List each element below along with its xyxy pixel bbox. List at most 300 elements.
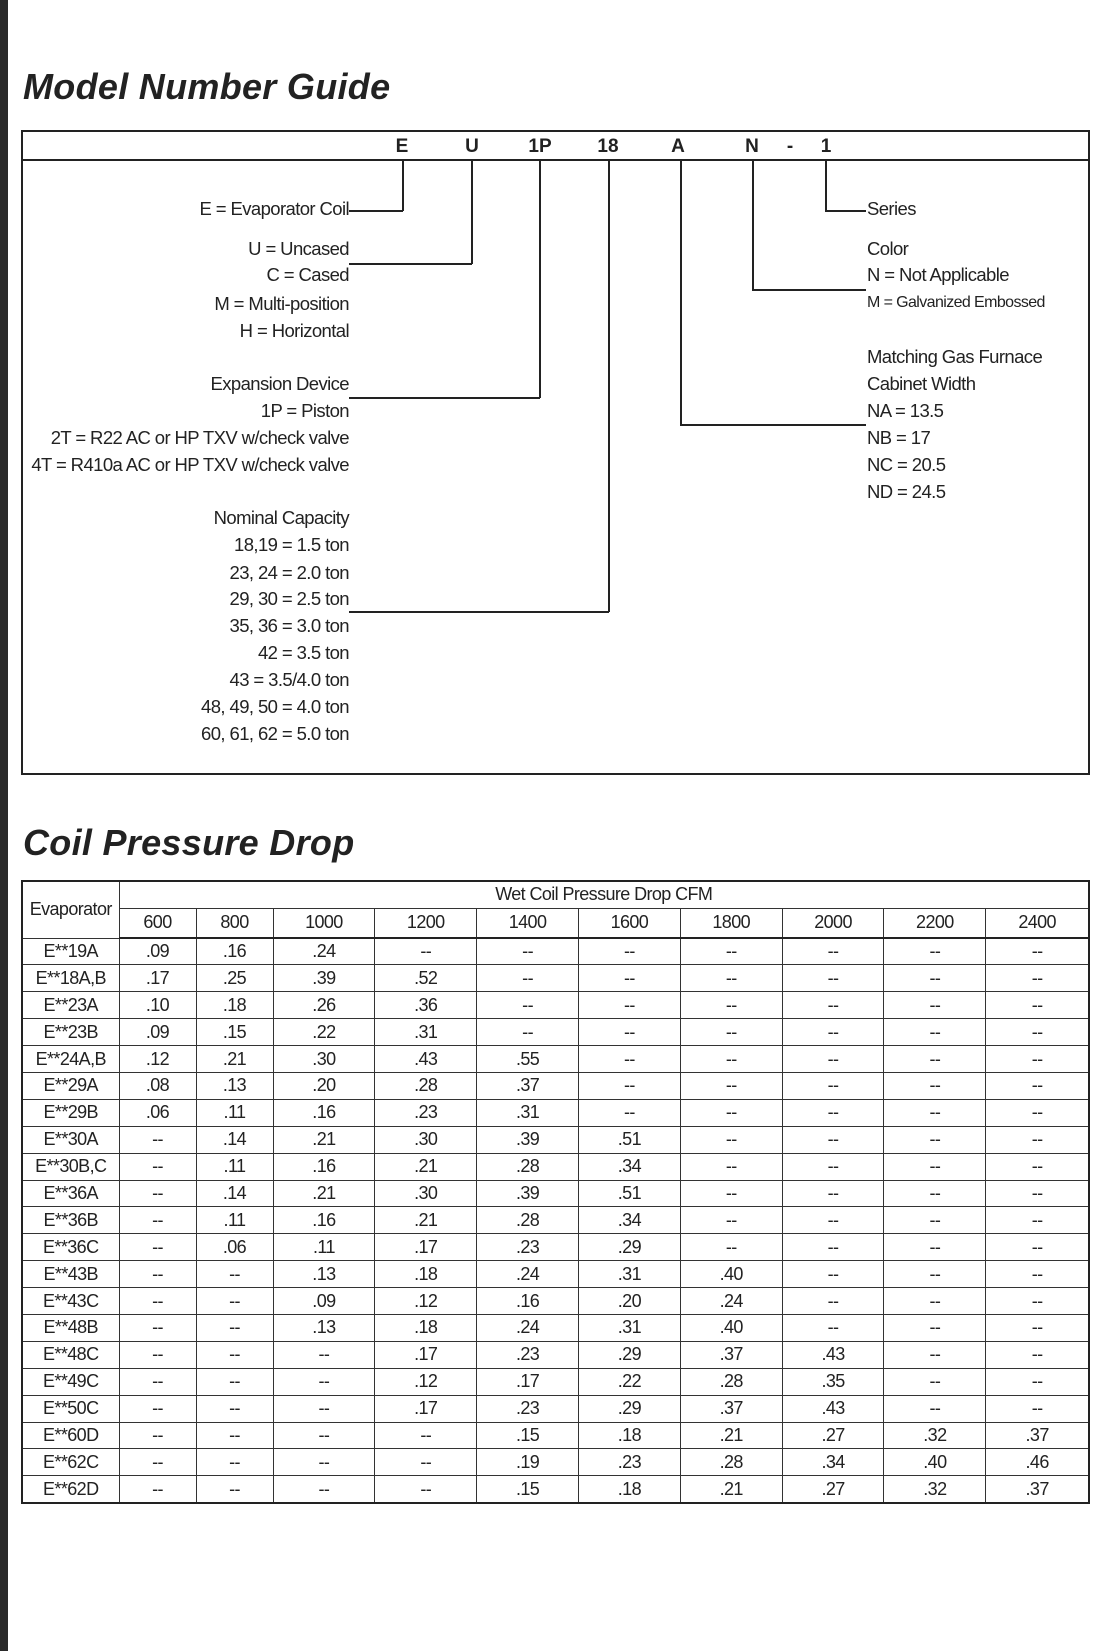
- pressure-drop-value: .11: [196, 1099, 273, 1126]
- pressure-drop-value: --: [375, 1449, 477, 1476]
- pressure-drop-value: --: [782, 938, 884, 965]
- option-label: Cabinet Width: [867, 373, 976, 394]
- pressure-drop-value: --: [477, 938, 579, 965]
- table-row: [22, 1099, 1089, 1126]
- table-row: [22, 1368, 1089, 1395]
- table-row: [22, 1207, 1089, 1234]
- pressure-drop-value: --: [119, 1341, 196, 1368]
- pressure-drop-value: .34: [578, 1207, 680, 1234]
- pressure-drop-value: --: [119, 1288, 196, 1315]
- evaporator-model: E**29B: [22, 1099, 119, 1126]
- pressure-drop-value: .28: [680, 1368, 782, 1395]
- table-row: [22, 1449, 1089, 1476]
- pressure-drop-table: [21, 880, 1090, 1504]
- option-label: U = Uncased: [248, 238, 349, 259]
- pressure-drop-value: .30: [273, 1046, 375, 1073]
- pressure-drop-value: --: [680, 992, 782, 1019]
- pressure-drop-value: --: [119, 1314, 196, 1341]
- pressure-drop-value: --: [986, 1046, 1089, 1073]
- model-code-segment: 18: [597, 136, 619, 157]
- pressure-drop-value: .15: [477, 1422, 579, 1449]
- pressure-drop-value: .11: [196, 1207, 273, 1234]
- pressure-drop-value: --: [119, 1126, 196, 1153]
- page-edge-bar: [0, 0, 8, 1651]
- pressure-drop-value: --: [986, 1072, 1089, 1099]
- pressure-drop-value: .39: [273, 965, 375, 992]
- pressure-drop-value: --: [782, 1153, 884, 1180]
- pressure-drop-value: .28: [477, 1207, 579, 1234]
- option-label: NB = 17: [867, 427, 931, 448]
- pressure-drop-value: .37: [477, 1072, 579, 1099]
- pressure-drop-value: .36: [375, 992, 477, 1019]
- pressure-drop-value: .39: [477, 1180, 579, 1207]
- pressure-drop-value: --: [782, 965, 884, 992]
- option-label: 35, 36 = 3.0 ton: [229, 615, 349, 636]
- option-label: Nominal Capacity: [213, 507, 349, 528]
- pressure-drop-value: --: [680, 965, 782, 992]
- pressure-drop-value: --: [782, 1099, 884, 1126]
- pressure-drop-value: .51: [578, 1180, 680, 1207]
- pressure-drop-value: .18: [375, 1314, 477, 1341]
- table-row: [22, 1314, 1089, 1341]
- pressure-drop-value: --: [680, 938, 782, 965]
- pressure-drop-value: --: [578, 1019, 680, 1046]
- pressure-drop-value: --: [986, 938, 1089, 965]
- pressure-drop-value: .40: [680, 1261, 782, 1288]
- pressure-drop-value: --: [196, 1368, 273, 1395]
- option-label: NC = 20.5: [867, 454, 946, 475]
- evaporator-model: E**36B: [22, 1207, 119, 1234]
- pressure-drop-value: .23: [477, 1341, 579, 1368]
- pressure-drop-value: .30: [375, 1126, 477, 1153]
- pressure-drop-value: --: [884, 1314, 986, 1341]
- pressure-drop-value: .16: [477, 1288, 579, 1315]
- pressure-drop-value: .24: [477, 1261, 579, 1288]
- pressure-drop-value: --: [884, 1153, 986, 1180]
- pressure-drop-value: .09: [119, 938, 196, 965]
- pressure-drop-value: .29: [578, 1395, 680, 1422]
- option-label: 18,19 = 1.5 ton: [234, 534, 349, 555]
- cfm-column-header: 1800: [680, 908, 782, 938]
- pressure-drop-value: --: [680, 1072, 782, 1099]
- pressure-drop-value: --: [680, 1019, 782, 1046]
- pressure-drop-value: .21: [375, 1153, 477, 1180]
- pressure-drop-value: .21: [375, 1207, 477, 1234]
- pressure-drop-value: .28: [680, 1449, 782, 1476]
- pressure-drop-value: .23: [578, 1449, 680, 1476]
- option-label: C = Cased: [266, 264, 349, 285]
- pressure-drop-value: --: [119, 1368, 196, 1395]
- pressure-drop-value: --: [986, 992, 1089, 1019]
- pressure-drop-value: --: [884, 1019, 986, 1046]
- pressure-drop-value: .27: [782, 1422, 884, 1449]
- table-row: [22, 1261, 1089, 1288]
- pressure-drop-value: --: [196, 1341, 273, 1368]
- pressure-drop-value: .40: [680, 1314, 782, 1341]
- pressure-drop-value: .06: [119, 1099, 196, 1126]
- pressure-drop-value: --: [986, 1261, 1089, 1288]
- pressure-drop-value: .37: [680, 1395, 782, 1422]
- pressure-drop-value: .21: [680, 1476, 782, 1503]
- pressure-drop-value: .08: [119, 1072, 196, 1099]
- pressure-drop-value: --: [782, 1314, 884, 1341]
- pressure-drop-value: --: [782, 1261, 884, 1288]
- pressure-drop-value: --: [196, 1288, 273, 1315]
- evaporator-model: E**62D: [22, 1476, 119, 1503]
- pressure-drop-value: .12: [375, 1368, 477, 1395]
- pressure-drop-value: .18: [578, 1476, 680, 1503]
- option-label: 43 = 3.5/4.0 ton: [229, 669, 349, 690]
- pressure-drop-value: --: [680, 1153, 782, 1180]
- cfm-column-header: 1400: [477, 908, 579, 938]
- pressure-drop-value: --: [986, 1234, 1089, 1261]
- option-label: 42 = 3.5 ton: [257, 642, 349, 663]
- pressure-drop-value: --: [986, 1288, 1089, 1315]
- pressure-drop-value: --: [273, 1368, 375, 1395]
- cfm-column-header: 1000: [273, 908, 375, 938]
- pressure-drop-value: --: [375, 938, 477, 965]
- pressure-drop-value: --: [680, 1126, 782, 1153]
- evaporator-model: E**29A: [22, 1072, 119, 1099]
- pressure-drop-value: .29: [578, 1341, 680, 1368]
- table-row: [22, 1422, 1089, 1449]
- option-label: E = Evaporator Coil: [199, 198, 349, 219]
- model-guide-box: [21, 130, 1090, 775]
- option-label: Matching Gas Furnace: [867, 346, 1043, 367]
- evaporator-model: E**36C: [22, 1234, 119, 1261]
- pressure-drop-value: --: [119, 1234, 196, 1261]
- pressure-drop-value: .17: [375, 1234, 477, 1261]
- evaporator-header: Evaporator: [22, 881, 119, 938]
- evaporator-model: E**49C: [22, 1368, 119, 1395]
- cfm-column-header: 1600: [578, 908, 680, 938]
- pressure-drop-value: --: [119, 1180, 196, 1207]
- evaporator-model: E**19A: [22, 938, 119, 965]
- pressure-drop-value: --: [578, 965, 680, 992]
- pressure-drop-value: .23: [477, 1234, 579, 1261]
- pressure-drop-value: .55: [477, 1046, 579, 1073]
- evaporator-model: E**24A,B: [22, 1046, 119, 1073]
- pressure-drop-value: --: [578, 1072, 680, 1099]
- pressure-drop-value: --: [884, 965, 986, 992]
- option-label: 2T = R22 AC or HP TXV w/check valve: [50, 427, 349, 448]
- pressure-drop-value: .23: [477, 1395, 579, 1422]
- pressure-drop-value: --: [578, 1099, 680, 1126]
- pressure-drop-value: .27: [782, 1476, 884, 1503]
- pressure-drop-value: --: [884, 1207, 986, 1234]
- pressure-drop-value: .30: [375, 1180, 477, 1207]
- model-number-guide-title: Model Number Guide: [23, 66, 391, 107]
- pressure-drop-value: --: [782, 1207, 884, 1234]
- pressure-drop-value: --: [782, 1046, 884, 1073]
- pressure-drop-value: .26: [273, 992, 375, 1019]
- pressure-drop-value: --: [782, 1288, 884, 1315]
- pressure-drop-value: --: [986, 1126, 1089, 1153]
- pressure-drop-value: --: [273, 1476, 375, 1503]
- pressure-drop-value: .18: [375, 1261, 477, 1288]
- pressure-drop-value: --: [119, 1476, 196, 1503]
- pressure-drop-value: --: [884, 1288, 986, 1315]
- option-label: NA = 13.5: [867, 400, 944, 421]
- table-row: [22, 1395, 1089, 1422]
- pressure-drop-value: .31: [578, 1314, 680, 1341]
- option-label: H = Horizontal: [239, 320, 349, 341]
- evaporator-model: E**43C: [22, 1288, 119, 1315]
- evaporator-model: E**23A: [22, 992, 119, 1019]
- pressure-drop-value: --: [196, 1261, 273, 1288]
- pressure-drop-value: --: [680, 1046, 782, 1073]
- pressure-drop-value: .16: [273, 1099, 375, 1126]
- pressure-drop-value: --: [782, 1180, 884, 1207]
- pressure-drop-value: --: [578, 1046, 680, 1073]
- pressure-drop-value: .17: [375, 1341, 477, 1368]
- pressure-drop-value: --: [884, 1395, 986, 1422]
- model-code-segment: -: [786, 136, 794, 157]
- pressure-drop-value: --: [273, 1341, 375, 1368]
- pressure-drop-value: .21: [196, 1046, 273, 1073]
- pressure-drop-value: --: [884, 1046, 986, 1073]
- pressure-drop-value: --: [986, 1314, 1089, 1341]
- pressure-drop-value: --: [884, 1180, 986, 1207]
- pressure-drop-value: .32: [884, 1476, 986, 1503]
- cfm-column-header: 800: [196, 908, 273, 938]
- pressure-drop-value: --: [782, 1234, 884, 1261]
- model-code-segment: A: [671, 136, 685, 157]
- pressure-drop-value: --: [884, 938, 986, 965]
- cfm-column-header: 2400: [986, 908, 1089, 938]
- table-row: [22, 1046, 1089, 1073]
- pressure-drop-value: .15: [196, 1019, 273, 1046]
- pressure-drop-value: .16: [273, 1153, 375, 1180]
- pressure-drop-value: --: [986, 1153, 1089, 1180]
- pressure-drop-value: .52: [375, 965, 477, 992]
- pressure-drop-value: .43: [375, 1046, 477, 1073]
- option-label: M = Multi-position: [214, 293, 349, 314]
- option-label: M = Galvanized Embossed: [867, 294, 1045, 311]
- cfm-column-header: 1200: [375, 908, 477, 938]
- pressure-drop-value: .15: [477, 1476, 579, 1503]
- pressure-drop-value: --: [680, 1234, 782, 1261]
- pressure-drop-value: .09: [119, 1019, 196, 1046]
- pressure-drop-value: --: [578, 938, 680, 965]
- evaporator-model: E**30A: [22, 1126, 119, 1153]
- evaporator-model: E**48C: [22, 1341, 119, 1368]
- option-label: Expansion Device: [210, 373, 349, 394]
- table-row: [22, 965, 1089, 992]
- pressure-drop-value: .13: [196, 1072, 273, 1099]
- cfm-group-header: Wet Coil Pressure Drop CFM: [119, 881, 1089, 908]
- pressure-drop-value: .24: [273, 938, 375, 965]
- pressure-drop-value: .35: [782, 1368, 884, 1395]
- pressure-drop-value: .21: [273, 1126, 375, 1153]
- pressure-drop-value: .12: [119, 1046, 196, 1073]
- pressure-drop-value: .37: [680, 1341, 782, 1368]
- model-code-segment: 1: [820, 136, 832, 157]
- pressure-drop-value: --: [782, 1072, 884, 1099]
- pressure-drop-value: --: [273, 1449, 375, 1476]
- pressure-drop-value: .24: [477, 1314, 579, 1341]
- evaporator-model: E**62C: [22, 1449, 119, 1476]
- pressure-drop-value: .25: [196, 965, 273, 992]
- cfm-column-header: 600: [119, 908, 196, 938]
- pressure-drop-value: .13: [273, 1261, 375, 1288]
- pressure-drop-value: --: [680, 1180, 782, 1207]
- table-row: [22, 938, 1089, 965]
- table-row: [22, 1234, 1089, 1261]
- pressure-drop-value: --: [782, 1126, 884, 1153]
- pressure-drop-value: .21: [680, 1422, 782, 1449]
- pressure-drop-value: --: [196, 1449, 273, 1476]
- pressure-drop-value: .18: [196, 992, 273, 1019]
- pressure-drop-value: --: [196, 1476, 273, 1503]
- pressure-drop-value: .51: [578, 1126, 680, 1153]
- pressure-drop-value: --: [884, 1341, 986, 1368]
- table-row: [22, 992, 1089, 1019]
- pressure-drop-value: --: [477, 992, 579, 1019]
- pressure-drop-value: --: [986, 1099, 1089, 1126]
- option-label: 60, 61, 62 = 5.0 ton: [201, 723, 349, 744]
- pressure-drop-value: .46: [986, 1449, 1089, 1476]
- pressure-drop-value: .17: [375, 1395, 477, 1422]
- pressure-drop-value: .37: [986, 1422, 1089, 1449]
- table-row: [22, 1019, 1089, 1046]
- pressure-drop-value: .19: [477, 1449, 579, 1476]
- model-code-segment: E: [395, 136, 409, 157]
- pressure-drop-value: --: [782, 1019, 884, 1046]
- pressure-drop-value: --: [119, 1153, 196, 1180]
- cfm-column-header: 2000: [782, 908, 884, 938]
- pressure-drop-value: --: [477, 965, 579, 992]
- table-row: [22, 1072, 1089, 1099]
- pressure-drop-value: --: [375, 1476, 477, 1503]
- table-row: [22, 1126, 1089, 1153]
- option-label: Color: [867, 238, 909, 259]
- pressure-drop-value: --: [680, 1207, 782, 1234]
- pressure-drop-value: --: [986, 1180, 1089, 1207]
- pressure-drop-value: --: [986, 1207, 1089, 1234]
- pressure-drop-value: .16: [273, 1207, 375, 1234]
- pressure-drop-value: --: [119, 1395, 196, 1422]
- pressure-drop-value: --: [986, 1395, 1089, 1422]
- pressure-drop-value: --: [986, 1368, 1089, 1395]
- pressure-drop-value: --: [578, 992, 680, 1019]
- pressure-drop-value: --: [119, 1422, 196, 1449]
- pressure-drop-value: .11: [196, 1153, 273, 1180]
- pressure-drop-value: .14: [196, 1126, 273, 1153]
- evaporator-model: E**48B: [22, 1314, 119, 1341]
- option-label: ND = 24.5: [867, 481, 946, 502]
- option-label: Series: [867, 198, 916, 219]
- cfm-column-header: 2200: [884, 908, 986, 938]
- pressure-drop-value: .31: [477, 1099, 579, 1126]
- pressure-drop-value: .28: [477, 1153, 579, 1180]
- coil-pressure-drop-title: Coil Pressure Drop: [23, 822, 355, 863]
- pressure-drop-value: --: [119, 1449, 196, 1476]
- pressure-drop-value: .29: [578, 1234, 680, 1261]
- evaporator-model: E**18A,B: [22, 965, 119, 992]
- pressure-drop-value: .37: [986, 1476, 1089, 1503]
- pressure-drop-value: --: [196, 1422, 273, 1449]
- pressure-drop-value: .11: [273, 1234, 375, 1261]
- pressure-drop-value: --: [884, 1072, 986, 1099]
- pressure-drop-value: .14: [196, 1180, 273, 1207]
- pressure-drop-value: --: [884, 1234, 986, 1261]
- pressure-drop-value: --: [986, 965, 1089, 992]
- pressure-drop-value: --: [782, 992, 884, 1019]
- pressure-drop-value: --: [196, 1314, 273, 1341]
- pressure-drop-value: .17: [477, 1368, 579, 1395]
- model-code-segment: 1P: [528, 136, 552, 157]
- table-row: [22, 1180, 1089, 1207]
- pressure-drop-value: .43: [782, 1341, 884, 1368]
- pressure-drop-value: .32: [884, 1422, 986, 1449]
- pressure-drop-value: .34: [578, 1153, 680, 1180]
- table-row: [22, 1288, 1089, 1315]
- pressure-drop-value: --: [119, 1261, 196, 1288]
- pressure-drop-value: .34: [782, 1449, 884, 1476]
- pressure-drop-value: .18: [578, 1422, 680, 1449]
- pressure-drop-value: --: [375, 1422, 477, 1449]
- pressure-drop-value: --: [119, 1207, 196, 1234]
- pressure-drop-value: --: [884, 1261, 986, 1288]
- pressure-drop-value: .12: [375, 1288, 477, 1315]
- evaporator-model: E**43B: [22, 1261, 119, 1288]
- pressure-drop-value: --: [884, 1099, 986, 1126]
- pressure-drop-value: --: [986, 1019, 1089, 1046]
- pressure-drop-value: --: [477, 1019, 579, 1046]
- pressure-drop-value: .24: [680, 1288, 782, 1315]
- pressure-drop-value: .20: [273, 1072, 375, 1099]
- pressure-drop-value: .13: [273, 1314, 375, 1341]
- pressure-drop-value: .06: [196, 1234, 273, 1261]
- pressure-drop-value: .22: [273, 1019, 375, 1046]
- pressure-drop-value: --: [680, 1099, 782, 1126]
- evaporator-model: E**30B,C: [22, 1153, 119, 1180]
- evaporator-model: E**50C: [22, 1395, 119, 1422]
- option-label: 48, 49, 50 = 4.0 ton: [201, 696, 349, 717]
- pressure-drop-value: --: [273, 1422, 375, 1449]
- table-row: [22, 1476, 1089, 1503]
- model-code-segment: N: [745, 136, 759, 157]
- pressure-drop-value: .28: [375, 1072, 477, 1099]
- pressure-drop-value: --: [196, 1395, 273, 1422]
- evaporator-model: E**36A: [22, 1180, 119, 1207]
- table-row: [22, 1153, 1089, 1180]
- pressure-drop-value: .21: [273, 1180, 375, 1207]
- pressure-drop-value: .31: [578, 1261, 680, 1288]
- pressure-drop-value: .23: [375, 1099, 477, 1126]
- table-row: [22, 1341, 1089, 1368]
- pressure-drop-value: .17: [119, 965, 196, 992]
- model-code-divider: [21, 159, 1090, 161]
- pressure-drop-value: --: [884, 1126, 986, 1153]
- option-label: 1P = Piston: [260, 400, 349, 421]
- evaporator-model: E**60D: [22, 1422, 119, 1449]
- option-label: 23, 24 = 2.0 ton: [229, 562, 349, 583]
- option-label: 29, 30 = 2.5 ton: [229, 588, 349, 609]
- pressure-drop-value: --: [884, 1368, 986, 1395]
- pressure-drop-value: --: [273, 1395, 375, 1422]
- option-label: 4T = R410a AC or HP TXV w/check valve: [31, 454, 349, 475]
- pressure-drop-value: .16: [196, 938, 273, 965]
- pressure-drop-value: .43: [782, 1395, 884, 1422]
- pressure-drop-value: --: [986, 1341, 1089, 1368]
- pressure-drop-value: .39: [477, 1126, 579, 1153]
- pressure-drop-value: .20: [578, 1288, 680, 1315]
- pressure-drop-value: .10: [119, 992, 196, 1019]
- option-label: N = Not Applicable: [867, 264, 1009, 285]
- model-code-segment: U: [465, 136, 479, 157]
